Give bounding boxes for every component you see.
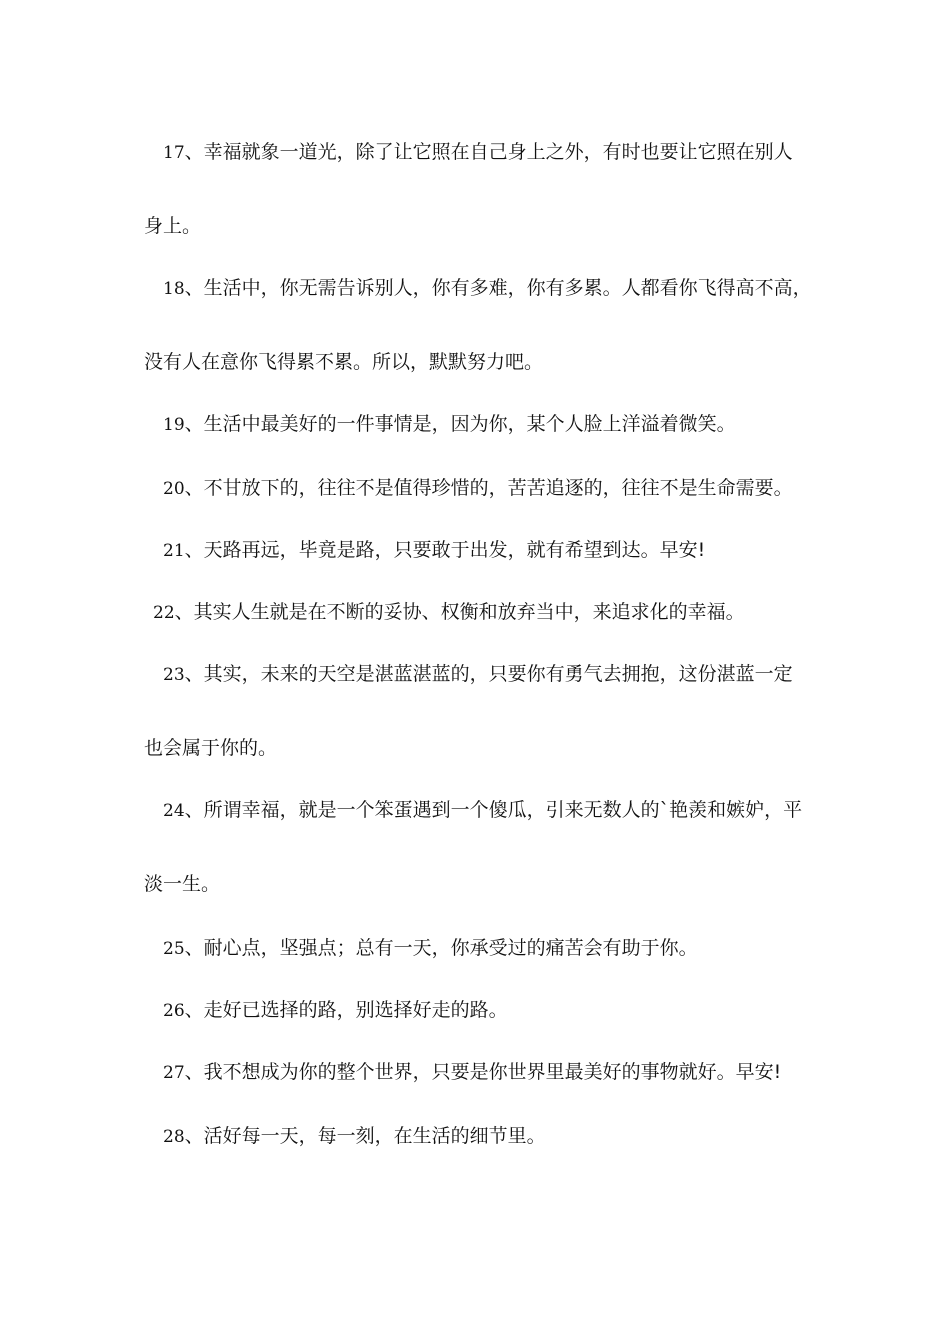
quote-number: 19 bbox=[163, 415, 185, 435]
quote-number: 23 bbox=[163, 665, 185, 685]
quote-text: 、耐心点，坚强点；总有一天，你承受过的痛苦会有助于你。 bbox=[184, 937, 698, 959]
quote-text: 、不甘放下的，往往不是值得珍惜的，苦苦追逐的，往往不是生命需要。 bbox=[184, 477, 793, 499]
quote-27 bbox=[163, 1060, 781, 1085]
quote-text: 、其实，未来的天空是湛蓝湛蓝的，只要你有勇气去拥抱，这份湛蓝一定 bbox=[184, 663, 793, 685]
quote-text: 、走好已选择的路，别选择好走的路。 bbox=[184, 999, 508, 1021]
quote-24-line-1 bbox=[163, 798, 802, 823]
quote-number: 25 bbox=[163, 939, 185, 959]
quote-number: 22 bbox=[153, 603, 175, 623]
quote-number: 18 bbox=[163, 279, 185, 299]
quote-number: 24 bbox=[163, 801, 185, 821]
quote-24-line-2 bbox=[144, 872, 220, 896]
quote-22 bbox=[153, 600, 745, 625]
quote-25 bbox=[163, 936, 698, 961]
quote-text: 、生活中，你无需告诉别人，你有多难，你有多累。人都看你飞得高不高， bbox=[184, 277, 812, 299]
quote-28 bbox=[163, 1124, 546, 1149]
quote-number: 27 bbox=[163, 1063, 185, 1083]
quote-17-line-1 bbox=[163, 140, 793, 165]
quote-18-line-1 bbox=[163, 276, 812, 301]
quote-text: 、所谓幸福，就是一个笨蛋遇到一个傻瓜，引来无数人的`艳羡和嫉妒，平 bbox=[184, 799, 803, 821]
quote-number: 17 bbox=[163, 143, 185, 163]
quote-text: 、天路再远，毕竟是路，只要敢于出发，就有希望到达。早安! bbox=[184, 539, 706, 561]
quote-text: 、其实人生就是在不断的妥协、权衡和放弃当中，来追求化的幸福。 bbox=[174, 601, 745, 623]
quote-text: 、我不想成为你的整个世界，只要是你世界里最美好的事物就好。早安! bbox=[184, 1061, 782, 1083]
quote-17-line-2 bbox=[144, 214, 201, 238]
quote-text: 、幸福就象一道光，除了让它照在自己身上之外，有时也要让它照在别人 bbox=[184, 141, 793, 163]
quote-26 bbox=[163, 998, 508, 1023]
quote-23-line-1 bbox=[163, 662, 793, 687]
quote-text: 没有人在意你飞得累不累。所以，默默努力吧。 bbox=[144, 351, 544, 373]
quote-text: 、活好每一天，每一刻，在生活的细节里。 bbox=[184, 1125, 546, 1147]
quote-18-line-2 bbox=[144, 350, 543, 374]
quote-21 bbox=[163, 538, 705, 563]
quote-number: 20 bbox=[163, 479, 185, 499]
quote-number: 21 bbox=[163, 541, 185, 561]
quote-text: 淡一生。 bbox=[144, 873, 221, 895]
quote-text: 身上。 bbox=[144, 215, 202, 237]
quote-23-line-2 bbox=[144, 736, 277, 760]
quote-number: 26 bbox=[163, 1001, 185, 1021]
quote-number: 28 bbox=[163, 1127, 185, 1147]
quote-20 bbox=[163, 476, 793, 501]
quote-text: 、生活中最美好的一件事情是，因为你，某个人脸上洋溢着微笑。 bbox=[184, 413, 736, 435]
quote-19 bbox=[163, 412, 736, 437]
quote-text: 也会属于你的。 bbox=[144, 737, 278, 759]
